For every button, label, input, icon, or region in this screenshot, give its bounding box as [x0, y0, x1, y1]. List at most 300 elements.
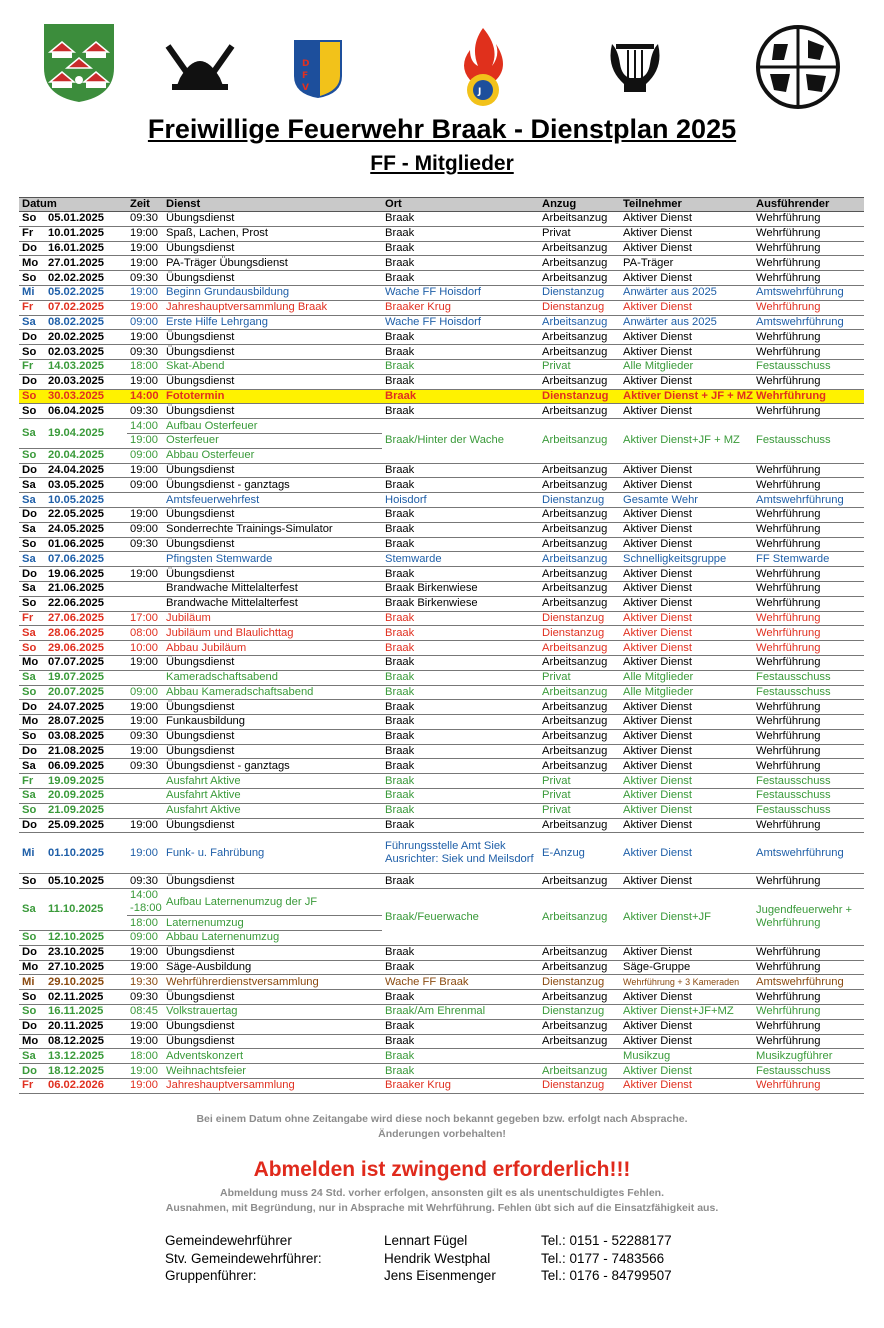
uniform-cell: Dienstanzug: [539, 626, 620, 641]
table-row: [19, 581, 864, 596]
time-cell: [127, 774, 163, 789]
service-cell: Abbau Kameradschaftsabend: [163, 685, 382, 700]
table-row: [19, 803, 864, 818]
weekday-cell: Sa: [19, 522, 45, 537]
location-cell: Braak: [382, 729, 539, 744]
table-row: [19, 700, 864, 715]
location-cell: Braak: [382, 463, 539, 478]
date-cell: 20.07.2025: [45, 685, 127, 700]
time-cell: 14:00 -18:00: [127, 889, 163, 916]
service-cell: Jubiläum: [163, 611, 382, 626]
service-cell: Übungsdienst: [163, 1034, 382, 1049]
date-cell: 01.10.2025: [45, 833, 127, 874]
date-cell: 20.02.2025: [45, 330, 127, 345]
weekday-cell: Sa: [19, 581, 45, 596]
date-cell: 05.01.2025: [45, 212, 127, 227]
time-cell: 19:00: [127, 744, 163, 759]
participants-cell: Aktiver Dienst: [620, 1034, 753, 1049]
time-cell: 19:00: [127, 818, 163, 833]
participants-cell: Aktiver Dienst: [620, 581, 753, 596]
date-cell: 10.05.2025: [45, 493, 127, 508]
location-cell: Braak: [382, 1064, 539, 1079]
uniform-cell: Arbeitsanzug: [539, 700, 620, 715]
date-cell: 13.12.2025: [45, 1049, 127, 1064]
braak-coat-of-arms-icon: [42, 22, 116, 104]
date-cell: 29.10.2025: [45, 975, 127, 990]
service-cell: Übungsdienst: [163, 945, 382, 960]
weekday-cell: Sa: [19, 670, 45, 685]
date-cell: 14.03.2025: [45, 359, 127, 374]
table-row: [19, 285, 864, 300]
location-cell: Braak: [382, 744, 539, 759]
location-cell: Braak: [382, 945, 539, 960]
table-row: [19, 507, 864, 522]
time-cell: 19:00: [127, 374, 163, 389]
date-cell: 07.06.2025: [45, 552, 127, 567]
header-zeit: Zeit: [127, 198, 163, 212]
time-cell: 09:30: [127, 404, 163, 419]
uniform-cell: Arbeitsanzug: [539, 374, 620, 389]
service-cell: Amtsfeuerwehrfest: [163, 493, 382, 508]
weekday-cell: Mi: [19, 285, 45, 300]
participants-cell: Aktiver Dienst: [620, 789, 753, 804]
service-cell: Übungsdienst: [163, 404, 382, 419]
weekday-cell: So: [19, 212, 45, 227]
organizer-cell: Wehrführung: [753, 990, 864, 1005]
uniform-cell: Dienstanzug: [539, 975, 620, 990]
participants-cell: Aktiver Dienst: [620, 522, 753, 537]
table-row: [19, 212, 864, 227]
date-cell: 05.10.2025: [45, 874, 127, 889]
weekday-cell: Do: [19, 567, 45, 582]
uniform-cell: Arbeitsanzug: [539, 241, 620, 256]
date-cell: 19.06.2025: [45, 567, 127, 582]
uniform-cell: Arbeitsanzug: [539, 1064, 620, 1079]
participants-cell: Alle Mitglieder: [620, 359, 753, 374]
date-cell: 02.11.2025: [45, 990, 127, 1005]
table-row: [19, 670, 864, 685]
time-cell: [127, 803, 163, 818]
organizer-cell: Wehrführung: [753, 404, 864, 419]
location-cell: Braak: [382, 330, 539, 345]
uniform-cell: Arbeitsanzug: [539, 759, 620, 774]
participants-cell: Aktiver Dienst: [620, 404, 753, 419]
time-cell: [127, 789, 163, 804]
organizer-cell: Wehrführung: [753, 744, 864, 759]
organizer-cell: Wehrführung: [753, 945, 864, 960]
weekday-cell: So: [19, 1005, 45, 1020]
date-cell: 16.01.2025: [45, 241, 127, 256]
organizer-cell: Wehrführung: [753, 1079, 864, 1094]
organizer-cell: Wehrführung: [753, 729, 864, 744]
participants-cell: Aktiver Dienst: [620, 1019, 753, 1034]
participants-cell: Aktiver Dienst+JF + MZ: [620, 419, 753, 463]
organizer-cell: Amtswehrführung: [753, 833, 864, 874]
location-cell: Braak Birkenwiese: [382, 581, 539, 596]
weekday-cell: So: [19, 931, 45, 946]
weekday-cell: Fr: [19, 774, 45, 789]
table-row: [19, 774, 864, 789]
location-cell: Braak: [382, 522, 539, 537]
time-cell: 19:00: [127, 945, 163, 960]
table-row: [19, 493, 864, 508]
service-cell: Brandwache Mittelalterfest: [163, 596, 382, 611]
location-cell: Braak: [382, 990, 539, 1005]
organizer-cell: Festausschuss: [753, 685, 864, 700]
organizer-cell: Wehrführung: [753, 330, 864, 345]
table-row: [19, 833, 864, 874]
time-cell: 09:30: [127, 537, 163, 552]
organizer-cell: FF Stemwarde: [753, 552, 864, 567]
location-cell: Braak: [382, 241, 539, 256]
organizer-cell: Festausschuss: [753, 359, 864, 374]
service-cell: Übungsdienst: [163, 1019, 382, 1034]
location-cell: Braak: [382, 641, 539, 656]
header-teilnehmer: Teilnehmer: [620, 198, 753, 212]
uniform-cell: Arbeitsanzug: [539, 889, 620, 946]
date-cell: 28.06.2025: [45, 626, 127, 641]
weekday-cell: Mo: [19, 1034, 45, 1049]
location-cell: Braak: [382, 1049, 539, 1064]
participants-cell: Aktiver Dienst: [620, 874, 753, 889]
organizer-cell: Wehrführung: [753, 522, 864, 537]
weekday-cell: Do: [19, 945, 45, 960]
note-line-2: Änderungen vorbehalten!: [378, 1128, 506, 1140]
table-row: [19, 389, 864, 404]
organizer-cell: Festausschuss: [753, 419, 864, 463]
date-cell: 22.06.2025: [45, 596, 127, 611]
participants-cell: Aktiver Dienst+JF: [620, 889, 753, 946]
table-row: [19, 655, 864, 670]
uniform-cell: Dienstanzug: [539, 1079, 620, 1094]
location-cell: Braak: [382, 478, 539, 493]
service-cell: Ausfahrt Aktive: [163, 774, 382, 789]
participants-cell: Aktiver Dienst: [620, 241, 753, 256]
participants-cell: Aktiver Dienst: [620, 212, 753, 227]
date-cell: 07.02.2025: [45, 300, 127, 315]
uniform-cell: Arbeitsanzug: [539, 315, 620, 330]
date-cell: 21.09.2025: [45, 803, 127, 818]
organizer-cell: Wehrführung: [753, 226, 864, 241]
participants-cell: Aktiver Dienst: [620, 945, 753, 960]
weekday-cell: Do: [19, 700, 45, 715]
time-cell: 19:00: [127, 241, 163, 256]
location-cell: Braak: [382, 226, 539, 241]
time-cell: 19:00: [127, 1064, 163, 1079]
service-cell: Weihnachtsfeier: [163, 1064, 382, 1079]
participants-cell: Aktiver Dienst: [620, 345, 753, 360]
table-row: [19, 889, 864, 916]
participants-cell: Aktiver Dienst: [620, 818, 753, 833]
table-row: [19, 404, 864, 419]
uniform-cell: Arbeitsanzug: [539, 463, 620, 478]
service-cell: Jahreshauptversammlung Braak: [163, 300, 382, 315]
participants-cell: Aktiver Dienst: [620, 626, 753, 641]
table-row: [19, 611, 864, 626]
date-cell: 20.03.2025: [45, 374, 127, 389]
service-cell: Beginn Grundausbildung: [163, 285, 382, 300]
location-cell: Braak: [382, 271, 539, 286]
location-cell: Braak: [382, 256, 539, 271]
table-header: [19, 198, 864, 212]
location-cell: Braak: [382, 537, 539, 552]
location-cell: Braaker Krug: [382, 300, 539, 315]
table-row: [19, 596, 864, 611]
location-cell: Braak: [382, 611, 539, 626]
date-cell: 11.10.2025: [45, 889, 127, 931]
contact-role: Gemeindewehrführer: [165, 1233, 292, 1248]
date-cell: 06.04.2025: [45, 404, 127, 419]
weekday-cell: So: [19, 271, 45, 286]
organizer-cell: Wehrführung: [753, 759, 864, 774]
weekday-cell: Mo: [19, 715, 45, 730]
organizer-cell: Amtswehrführung: [753, 975, 864, 990]
table-row: [19, 315, 864, 330]
organizer-cell: Festausschuss: [753, 774, 864, 789]
location-cell: Braak: [382, 389, 539, 404]
contact-role: Gruppenführer:: [165, 1268, 257, 1283]
time-cell: [127, 670, 163, 685]
location-cell: Braak: [382, 212, 539, 227]
weekday-cell: So: [19, 874, 45, 889]
participants-cell: Aktiver Dienst: [620, 300, 753, 315]
weekday-cell: So: [19, 729, 45, 744]
weekday-cell: Sa: [19, 1049, 45, 1064]
service-cell: Volkstrauertag: [163, 1005, 382, 1020]
location-cell: Braak/Hinter der Wache: [382, 419, 539, 463]
participants-cell: Aktiver Dienst: [620, 1064, 753, 1079]
service-cell: Osterfeuer: [163, 433, 382, 448]
table-row: [19, 226, 864, 241]
date-cell: 21.08.2025: [45, 744, 127, 759]
uniform-cell: Arbeitsanzug: [539, 404, 620, 419]
organizer-cell: Amtswehrführung: [753, 315, 864, 330]
service-cell: Säge-Ausbildung: [163, 960, 382, 975]
participants-cell: Aktiver Dienst: [620, 478, 753, 493]
weekday-cell: Fr: [19, 226, 45, 241]
time-cell: 17:00: [127, 611, 163, 626]
location-cell: Braak: [382, 359, 539, 374]
uniform-cell: Dienstanzug: [539, 611, 620, 626]
date-cell: 19.04.2025: [45, 419, 127, 449]
table-row: [19, 960, 864, 975]
location-cell: Braak: [382, 404, 539, 419]
location-cell: Braak: [382, 759, 539, 774]
date-cell: 27.01.2025: [45, 256, 127, 271]
organizer-cell: Wehrführung: [753, 611, 864, 626]
time-cell: 19:00: [127, 960, 163, 975]
service-cell: Übungsdienst: [163, 345, 382, 360]
weekday-cell: Mi: [19, 833, 45, 874]
service-cell: Übungsdienst: [163, 537, 382, 552]
participants-cell: Aktiver Dienst: [620, 596, 753, 611]
service-cell: Brandwache Mittelalterfest: [163, 581, 382, 596]
time-cell: [127, 581, 163, 596]
table-row: [19, 626, 864, 641]
service-cell: Übungsdienst: [163, 700, 382, 715]
organizer-cell: Festausschuss: [753, 1064, 864, 1079]
service-cell: Funk- u. Fahrübung: [163, 833, 382, 874]
date-cell: 08.02.2025: [45, 315, 127, 330]
weekday-cell: So: [19, 448, 45, 463]
weekday-cell: Sa: [19, 789, 45, 804]
weekday-cell: So: [19, 389, 45, 404]
fire-service-emblem-icon: [750, 24, 846, 110]
uniform-cell: Arbeitsanzug: [539, 945, 620, 960]
contact-phone: Tel.: 0177 - 7483566: [541, 1250, 665, 1266]
time-cell: 08:00: [127, 626, 163, 641]
uniform-cell: Arbeitsanzug: [539, 685, 620, 700]
table-row: [19, 271, 864, 286]
participants-cell: Säge-Gruppe: [620, 960, 753, 975]
service-cell: Laternenumzug: [163, 916, 382, 931]
note-line-4: Ausnahmen, mit Begründung, nur in Absprache mit Wehrführung. Fehlen übt sich auf die Einsatzfähigkeit aus.: [165, 1202, 719, 1214]
header-anzug: Anzug: [539, 198, 620, 212]
location-cell: Braak: [382, 670, 539, 685]
service-cell: Übungsdienst: [163, 655, 382, 670]
uniform-cell: Arbeitsanzug: [539, 271, 620, 286]
svg-text:V: V: [302, 83, 309, 93]
weekday-cell: Do: [19, 374, 45, 389]
time-cell: 19:00: [127, 300, 163, 315]
time-cell: 08:45: [127, 1005, 163, 1020]
organizer-cell: Wehrführung: [753, 581, 864, 596]
service-cell: Jubiläum und Blaulichttag: [163, 626, 382, 641]
table-row: [19, 300, 864, 315]
location-cell: Braak/Am Ehrenmal: [382, 1005, 539, 1020]
participants-cell: Aktiver Dienst: [620, 715, 753, 730]
uniform-cell: Arbeitsanzug: [539, 507, 620, 522]
table-row: [19, 685, 864, 700]
weekday-cell: So: [19, 537, 45, 552]
weekday-cell: So: [19, 990, 45, 1005]
contact-list: [165, 1232, 725, 1285]
time-cell: 09:00: [127, 478, 163, 493]
uniform-cell: Arbeitsanzug: [539, 744, 620, 759]
organizer-cell: Wehrführung: [753, 241, 864, 256]
service-cell: Sonderrechte Trainings-Simulator: [163, 522, 382, 537]
table-row: [19, 567, 864, 582]
uniform-cell: Arbeitsanzug: [539, 330, 620, 345]
location-cell: Braak: [382, 374, 539, 389]
logo-bar: [40, 22, 850, 114]
participants-cell: Aktiver Dienst: [620, 833, 753, 874]
service-cell: Übungsdienst: [163, 818, 382, 833]
note-line-3: Abmeldung muss 24 Std. vorher erfolgen, ansonsten gilt es als unentschuldigtes Fehlen.: [220, 1187, 664, 1199]
organizer-cell: Musikzugführer: [753, 1049, 864, 1064]
time-cell: 09:30: [127, 212, 163, 227]
time-cell: [127, 552, 163, 567]
weekday-cell: So: [19, 404, 45, 419]
weekday-cell: Sa: [19, 478, 45, 493]
organizer-cell: Wehrführung: [753, 537, 864, 552]
table-row: [19, 789, 864, 804]
location-cell: Stemwarde: [382, 552, 539, 567]
time-cell: 09:00: [127, 448, 163, 463]
time-cell: 09:30: [127, 759, 163, 774]
organizer-cell: Wehrführung: [753, 1019, 864, 1034]
participants-cell: Alle Mitglieder: [620, 670, 753, 685]
organizer-cell: Wehrführung: [753, 700, 864, 715]
note-absence: [0, 1186, 884, 1216]
location-cell: Hoisdorf: [382, 493, 539, 508]
participants-cell: Aktiver Dienst: [620, 700, 753, 715]
organizer-cell: Wehrführung: [753, 271, 864, 286]
date-cell: 16.11.2025: [45, 1005, 127, 1020]
location-cell: Braak: [382, 789, 539, 804]
table-row: [19, 522, 864, 537]
organizer-cell: Wehrführung: [753, 874, 864, 889]
uniform-cell: Arbeitsanzug: [539, 1019, 620, 1034]
time-cell: 19:00: [127, 567, 163, 582]
service-cell: Übungsdienst: [163, 990, 382, 1005]
participants-cell: Aktiver Dienst: [620, 226, 753, 241]
location-cell: Braak: [382, 803, 539, 818]
header-dienst: Dienst: [163, 198, 382, 212]
organizer-cell: Wehrführung: [753, 212, 864, 227]
weekday-cell: Sa: [19, 759, 45, 774]
participants-cell: PA-Träger: [620, 256, 753, 271]
location-cell: Wache FF Hoisdorf: [382, 315, 539, 330]
weekday-cell: Sa: [19, 493, 45, 508]
contact-row: [165, 1232, 725, 1250]
participants-cell: Aktiver Dienst + JF + MZ: [620, 389, 753, 404]
participants-cell: Aktiver Dienst+JF+MZ: [620, 1005, 753, 1020]
contact-name: Jens Eisenmenger: [384, 1268, 496, 1283]
table-row: [19, 874, 864, 889]
uniform-cell: [539, 1049, 620, 1064]
date-cell: 27.06.2025: [45, 611, 127, 626]
time-cell: 09:30: [127, 271, 163, 286]
weekday-cell: Fr: [19, 359, 45, 374]
table-row: [19, 744, 864, 759]
service-cell: Übungsdienst: [163, 374, 382, 389]
service-plan-table: [19, 197, 864, 1094]
time-cell: 19:00: [127, 655, 163, 670]
uniform-cell: Arbeitsanzug: [539, 874, 620, 889]
organizer-cell: Festausschuss: [753, 803, 864, 818]
table-row: [19, 1019, 864, 1034]
date-cell: 10.01.2025: [45, 226, 127, 241]
weekday-cell: Sa: [19, 315, 45, 330]
service-cell: Übungsdienst: [163, 463, 382, 478]
date-cell: 29.06.2025: [45, 641, 127, 656]
uniform-cell: Arbeitsanzug: [539, 1034, 620, 1049]
location-cell: Braak: [382, 874, 539, 889]
date-cell: 27.10.2025: [45, 960, 127, 975]
time-cell: 19:00: [127, 507, 163, 522]
warning-heading: Abmelden ist zwingend erforderlich!!!: [253, 1158, 631, 1181]
uniform-cell: Arbeitsanzug: [539, 596, 620, 611]
uniform-cell: Arbeitsanzug: [539, 715, 620, 730]
participants-cell: Aktiver Dienst: [620, 641, 753, 656]
date-cell: 07.07.2025: [45, 655, 127, 670]
service-cell: Fototermin: [163, 389, 382, 404]
participants-cell: Aktiver Dienst: [620, 271, 753, 286]
organizer-cell: Wehrführung: [753, 256, 864, 271]
time-cell: 19:00: [127, 700, 163, 715]
page-title: Freiwillige Feuerwehr Braak - Dienstplan 2025: [147, 114, 737, 144]
time-cell: 18:00: [127, 1049, 163, 1064]
service-cell: Wehrführerdienstversammlung: [163, 975, 382, 990]
uniform-cell: Arbeitsanzug: [539, 522, 620, 537]
service-cell: Spaß, Lachen, Prost: [163, 226, 382, 241]
svg-text:D: D: [302, 59, 310, 69]
location-cell: Braak: [382, 700, 539, 715]
location-cell: Braaker Krug: [382, 1079, 539, 1094]
participants-cell: Aktiver Dienst: [620, 537, 753, 552]
time-cell: 09:30: [127, 729, 163, 744]
